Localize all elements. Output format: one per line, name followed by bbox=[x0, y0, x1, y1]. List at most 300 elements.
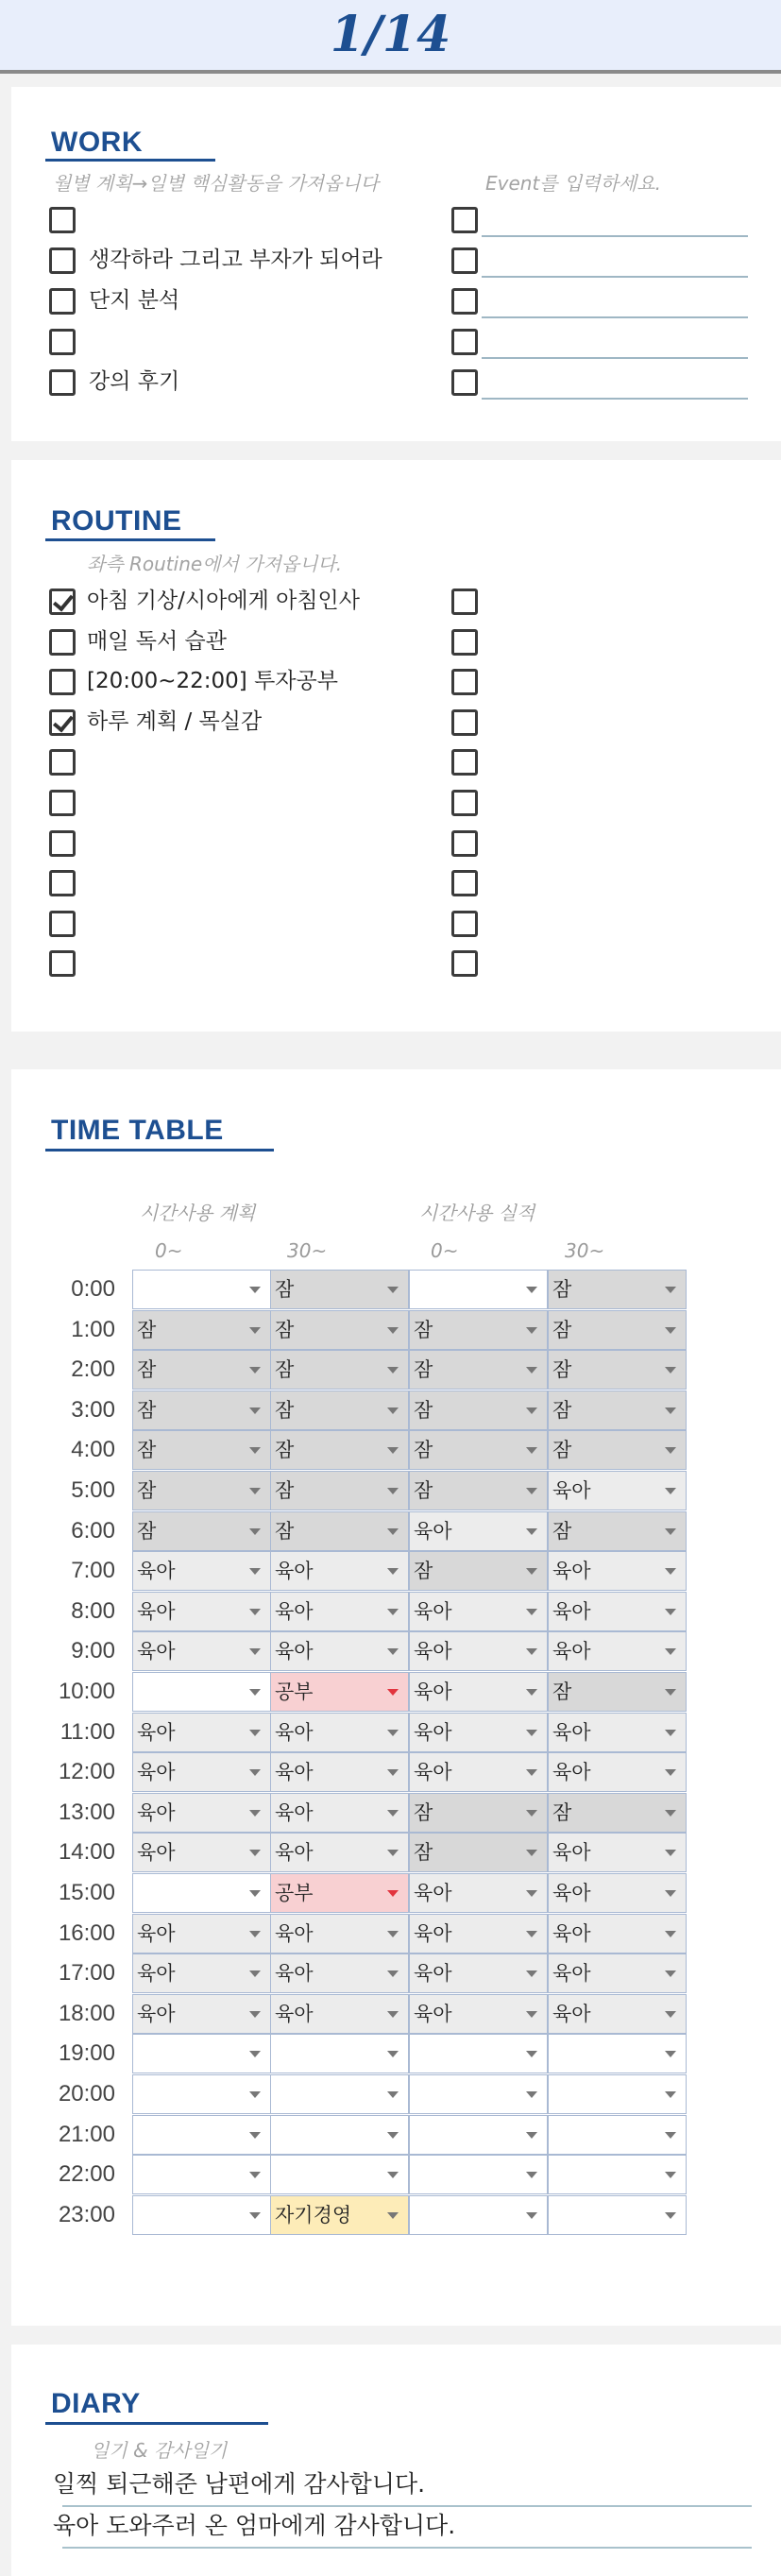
time-slot-select[interactable] bbox=[548, 1672, 687, 1712]
time-slot-select[interactable] bbox=[270, 1350, 409, 1390]
work-title: WORK bbox=[51, 127, 143, 158]
diary-section bbox=[11, 2345, 781, 2576]
time-slot-select[interactable] bbox=[409, 1390, 548, 1430]
time-slot-value: 육아 bbox=[137, 1640, 176, 1663]
time-slot-value: 잠 bbox=[552, 1800, 572, 1824]
time-slot-value: 잠 bbox=[414, 1439, 433, 1462]
time-slot-select[interactable] bbox=[270, 1511, 409, 1551]
routine-right-checkbox[interactable] bbox=[451, 629, 478, 656]
work-task-checkbox[interactable] bbox=[49, 247, 76, 274]
time-slot-value: 육아 bbox=[414, 1640, 452, 1663]
time-slot-value: 공부 bbox=[275, 1882, 314, 1904]
time-slot-select[interactable] bbox=[270, 1713, 409, 1752]
dropdown-arrow-icon bbox=[526, 1931, 537, 1937]
time-slot-value: 잠 bbox=[552, 1519, 572, 1543]
dropdown-arrow-icon bbox=[526, 1890, 537, 1897]
time-slot-select[interactable] bbox=[409, 1592, 548, 1631]
routine-checkbox[interactable] bbox=[49, 709, 76, 736]
time-slot-select[interactable] bbox=[270, 1793, 409, 1833]
dropdown-arrow-icon bbox=[249, 1730, 261, 1736]
dropdown-arrow-icon bbox=[526, 2172, 537, 2178]
time-slot-value: 육아 bbox=[275, 2002, 314, 2025]
time-slot-value: 육아 bbox=[137, 1962, 176, 1986]
dropdown-arrow-icon bbox=[665, 1810, 676, 1817]
time-slot-select[interactable] bbox=[409, 1873, 548, 1913]
time-slot-value: 육아 bbox=[275, 1800, 314, 1824]
dropdown-arrow-icon bbox=[526, 1327, 537, 1334]
dropdown-arrow-icon bbox=[665, 2051, 676, 2057]
dropdown-arrow-icon bbox=[387, 2051, 399, 2057]
dropdown-arrow-icon bbox=[249, 1850, 261, 1856]
work-task-checkbox[interactable] bbox=[49, 288, 76, 315]
dropdown-arrow-icon bbox=[249, 1488, 261, 1494]
time-slot-select[interactable] bbox=[548, 1592, 687, 1631]
routine-checkbox[interactable] bbox=[49, 749, 76, 776]
time-slot-select[interactable] bbox=[132, 1914, 271, 1953]
dropdown-arrow-icon bbox=[387, 1730, 399, 1736]
time-slot-value: 잠 bbox=[552, 1439, 572, 1462]
dropdown-arrow-icon bbox=[387, 1890, 399, 1897]
routine-right-checkbox[interactable] bbox=[451, 589, 478, 615]
work-task-checkbox[interactable] bbox=[49, 369, 76, 396]
routine-checkbox[interactable] bbox=[49, 830, 76, 857]
time-slot-select[interactable] bbox=[548, 1471, 687, 1510]
time-slot-value: 자기경영 bbox=[275, 2203, 352, 2226]
dropdown-arrow-icon bbox=[526, 2091, 537, 2098]
time-slot-select[interactable] bbox=[132, 1310, 271, 1350]
time-slot-select[interactable] bbox=[548, 1793, 687, 1833]
time-slot-value: 육아 bbox=[552, 1720, 591, 1744]
time-slot-select[interactable] bbox=[409, 1350, 548, 1390]
time-slot-select[interactable] bbox=[409, 1310, 548, 1350]
dropdown-arrow-icon bbox=[249, 1769, 261, 1776]
time-slot-select[interactable] bbox=[132, 1793, 271, 1833]
dropdown-arrow-icon bbox=[665, 1528, 676, 1535]
hour-label: 14:00 bbox=[58, 1839, 115, 1866]
dropdown-arrow-icon bbox=[249, 1931, 261, 1937]
routine-section bbox=[11, 460, 781, 1032]
time-slot-select[interactable] bbox=[409, 1631, 548, 1671]
dropdown-arrow-icon bbox=[387, 2212, 399, 2219]
time-slot-select[interactable] bbox=[270, 2195, 409, 2235]
time-slot-select[interactable] bbox=[548, 1390, 687, 1430]
time-slot-select[interactable] bbox=[132, 1672, 271, 1712]
time-slot-value: 육아 bbox=[275, 1761, 314, 1784]
diary-title: DIARY bbox=[51, 2388, 141, 2419]
routine-right-checkbox[interactable] bbox=[451, 950, 478, 977]
time-slot-select[interactable] bbox=[270, 1390, 409, 1430]
time-slot-select[interactable] bbox=[409, 1833, 548, 1872]
dropdown-arrow-icon bbox=[249, 2051, 261, 2057]
time-slot-select[interactable] bbox=[270, 2115, 409, 2155]
time-slot-value: 육아 bbox=[552, 1921, 591, 1945]
event-input-line[interactable] bbox=[482, 357, 748, 359]
time-slot-value: 육아 bbox=[414, 1599, 452, 1623]
time-slot-select[interactable] bbox=[548, 1833, 687, 1872]
dropdown-arrow-icon bbox=[665, 2011, 676, 2018]
time-slot-select[interactable] bbox=[409, 1953, 548, 1993]
time-slot-select[interactable] bbox=[132, 1631, 271, 1671]
time-slot-select[interactable] bbox=[548, 2115, 687, 2155]
time-slot-select[interactable] bbox=[409, 1752, 548, 1792]
time-slot-select[interactable] bbox=[270, 2034, 409, 2073]
routine-right-checkbox[interactable] bbox=[451, 749, 478, 776]
date-header bbox=[0, 0, 781, 74]
dropdown-arrow-icon bbox=[249, 2132, 261, 2139]
event-checkbox[interactable] bbox=[451, 207, 478, 233]
time-slot-select[interactable] bbox=[270, 1953, 409, 1993]
time-slot-select[interactable] bbox=[548, 1953, 687, 1993]
dropdown-arrow-icon bbox=[387, 2132, 399, 2139]
work-title-underline bbox=[45, 159, 215, 162]
time-slot-select[interactable] bbox=[270, 1310, 409, 1350]
routine-label: 매일 독서 습관 bbox=[87, 628, 227, 654]
time-slot-select[interactable] bbox=[548, 1511, 687, 1551]
time-slot-value: 육아 bbox=[552, 1962, 591, 1986]
dropdown-arrow-icon bbox=[249, 1890, 261, 1897]
time-slot-select[interactable] bbox=[132, 1833, 271, 1872]
dropdown-arrow-icon bbox=[387, 1970, 399, 1977]
dropdown-arrow-icon bbox=[665, 1327, 676, 1334]
routine-right-checkbox[interactable] bbox=[451, 669, 478, 695]
routine-right-checkbox[interactable] bbox=[451, 911, 478, 937]
dropdown-arrow-icon bbox=[387, 1447, 399, 1454]
dropdown-arrow-icon bbox=[387, 2011, 399, 2018]
time-slot-select[interactable] bbox=[270, 1914, 409, 1953]
time-slot-value: 육아 bbox=[414, 1882, 452, 1904]
work-left-hint: 월별 계획→일별 핵심활동을 가져옵니다 bbox=[53, 172, 379, 195]
routine-checkbox[interactable] bbox=[49, 790, 76, 816]
dropdown-arrow-icon bbox=[665, 1890, 676, 1897]
routine-label: [20:00~22:00] 투자공부 bbox=[87, 669, 338, 694]
diary-title-underline bbox=[45, 2422, 268, 2425]
time-slot-select[interactable] bbox=[132, 1551, 271, 1591]
actual-label: 시간사용 실적 bbox=[419, 1202, 535, 1224]
event-input-line[interactable] bbox=[482, 398, 748, 400]
time-slot-value: 잠 bbox=[137, 1519, 157, 1543]
hour-label: 3:00 bbox=[71, 1396, 115, 1423]
time-slot-value: 잠 bbox=[552, 1278, 572, 1301]
time-slot-value: 육아 bbox=[275, 1841, 314, 1865]
routine-checkbox[interactable] bbox=[49, 589, 76, 615]
time-slot-value: 잠 bbox=[137, 1479, 157, 1502]
time-slot-value: 육아 bbox=[137, 1560, 176, 1583]
time-slot-select[interactable] bbox=[409, 1672, 548, 1712]
dropdown-arrow-icon bbox=[249, 1407, 261, 1414]
timetable-title: TIME TABLE bbox=[51, 1115, 224, 1146]
time-slot-select[interactable] bbox=[548, 2074, 687, 2114]
time-slot-select[interactable] bbox=[409, 2115, 548, 2155]
hour-label: 10:00 bbox=[58, 1679, 115, 1704]
hour-label: 9:00 bbox=[71, 1638, 115, 1664]
hour-label: 8:00 bbox=[71, 1597, 115, 1624]
work-task-label: 생각하라 그리고 부자가 되어라 bbox=[89, 247, 382, 272]
time-slot-select[interactable] bbox=[409, 2195, 548, 2235]
time-slot-value: 잠 bbox=[414, 1841, 433, 1865]
time-slot-value: 잠 bbox=[414, 1479, 433, 1502]
routine-right-checkbox[interactable] bbox=[451, 790, 478, 816]
dropdown-arrow-icon bbox=[249, 2172, 261, 2178]
time-slot-select[interactable] bbox=[270, 1471, 409, 1510]
work-task-checkbox[interactable] bbox=[49, 329, 76, 355]
hour-label: 2:00 bbox=[71, 1356, 115, 1383]
time-slot-select[interactable] bbox=[548, 1551, 687, 1591]
dropdown-arrow-icon bbox=[665, 1447, 676, 1454]
diary-line-2[interactable]: 육아 도와주러 온 엄마에게 감사합니다. bbox=[53, 2512, 456, 2539]
time-slot-value: 육아 bbox=[552, 1640, 591, 1663]
time-slot-value: 육아 bbox=[137, 2002, 176, 2025]
dropdown-arrow-icon bbox=[249, 1327, 261, 1334]
time-slot-value: 육아 bbox=[552, 1479, 591, 1502]
dropdown-arrow-icon bbox=[665, 1407, 676, 1414]
timetable-section bbox=[11, 1069, 781, 2326]
event-input-line[interactable] bbox=[482, 235, 748, 237]
time-slot-select[interactable] bbox=[409, 1471, 548, 1510]
time-slot-value: 육아 bbox=[552, 1560, 591, 1583]
dropdown-arrow-icon bbox=[249, 1528, 261, 1535]
time-slot-value: 잠 bbox=[552, 1358, 572, 1382]
dropdown-arrow-icon bbox=[387, 1810, 399, 1817]
time-slot-select[interactable] bbox=[409, 1914, 548, 1953]
hour-label: 13:00 bbox=[58, 1799, 115, 1825]
time-slot-select[interactable] bbox=[132, 1873, 271, 1913]
time-slot-select[interactable] bbox=[548, 1914, 687, 1953]
time-slot-value: 잠 bbox=[552, 1318, 572, 1341]
time-slot-value: 잠 bbox=[414, 1318, 433, 1341]
dropdown-arrow-icon bbox=[387, 1568, 399, 1575]
time-slot-select[interactable] bbox=[132, 2195, 271, 2235]
dropdown-arrow-icon bbox=[387, 2172, 399, 2178]
time-slot-select[interactable] bbox=[132, 1953, 271, 1993]
dropdown-arrow-icon bbox=[249, 1689, 261, 1696]
work-task-label: 단지 분석 bbox=[89, 288, 180, 313]
dropdown-arrow-icon bbox=[665, 1970, 676, 1977]
dropdown-arrow-icon bbox=[249, 1287, 261, 1293]
time-slot-select[interactable] bbox=[132, 2155, 271, 2194]
time-slot-value: 육아 bbox=[414, 1921, 452, 1945]
time-slot-value: 잠 bbox=[414, 1560, 433, 1583]
time-slot-value: 잠 bbox=[137, 1318, 157, 1341]
time-slot-value: 잠 bbox=[275, 1519, 295, 1543]
time-slot-value: 육아 bbox=[552, 1841, 591, 1865]
event-checkbox[interactable] bbox=[451, 247, 478, 274]
time-slot-value: 육아 bbox=[414, 1720, 452, 1744]
time-slot-value: 육아 bbox=[137, 1599, 176, 1623]
time-slot-value: 잠 bbox=[552, 1398, 572, 1422]
time-slot-select[interactable] bbox=[409, 2034, 548, 2073]
hour-label: 4:00 bbox=[71, 1437, 115, 1463]
dropdown-arrow-icon bbox=[249, 2091, 261, 2098]
dropdown-arrow-icon bbox=[387, 1850, 399, 1856]
time-slot-select[interactable] bbox=[132, 1390, 271, 1430]
time-slot-select[interactable] bbox=[548, 1631, 687, 1671]
dropdown-arrow-icon bbox=[665, 2132, 676, 2139]
hour-label: 11:00 bbox=[59, 1718, 115, 1745]
time-slot-select[interactable] bbox=[409, 1793, 548, 1833]
time-slot-select[interactable] bbox=[409, 1270, 548, 1309]
time-slot-select[interactable] bbox=[132, 1713, 271, 1752]
dropdown-arrow-icon bbox=[665, 1609, 676, 1615]
routine-checkbox[interactable] bbox=[49, 629, 76, 656]
dropdown-arrow-icon bbox=[387, 1367, 399, 1373]
timetable-title-underline bbox=[45, 1149, 274, 1152]
time-slot-select[interactable] bbox=[270, 1631, 409, 1671]
time-slot-select[interactable] bbox=[548, 1752, 687, 1792]
routine-checkbox[interactable] bbox=[49, 950, 76, 977]
time-slot-select[interactable] bbox=[548, 2155, 687, 2194]
hour-label: 20:00 bbox=[58, 2081, 115, 2107]
routine-right-checkbox[interactable] bbox=[451, 709, 478, 736]
hour-label: 5:00 bbox=[71, 1477, 115, 1503]
time-slot-select[interactable] bbox=[409, 1511, 548, 1551]
hour-label: 18:00 bbox=[58, 2000, 115, 2026]
dropdown-arrow-icon bbox=[526, 1810, 537, 1817]
event-input-line[interactable] bbox=[482, 316, 748, 318]
hour-label: 21:00 bbox=[58, 2121, 115, 2147]
dropdown-arrow-icon bbox=[665, 1689, 676, 1696]
time-slot-select[interactable] bbox=[409, 2074, 548, 2114]
event-checkbox[interactable] bbox=[451, 288, 478, 315]
diary-line-1[interactable]: 일찍 퇴근해준 남편에게 감사합니다. bbox=[53, 2470, 426, 2498]
dropdown-arrow-icon bbox=[665, 1931, 676, 1937]
time-slot-select[interactable] bbox=[409, 1551, 548, 1591]
routine-right-checkbox[interactable] bbox=[451, 870, 478, 896]
time-slot-select[interactable] bbox=[270, 1873, 409, 1913]
time-slot-select[interactable] bbox=[132, 1471, 271, 1510]
time-slot-select[interactable] bbox=[270, 1752, 409, 1792]
work-task-checkbox[interactable] bbox=[49, 207, 76, 233]
time-slot-select[interactable] bbox=[409, 1430, 548, 1470]
time-slot-select[interactable] bbox=[270, 1592, 409, 1631]
routine-title-underline bbox=[45, 538, 215, 541]
dropdown-arrow-icon bbox=[387, 1287, 399, 1293]
hour-label: 23:00 bbox=[58, 2201, 115, 2227]
routine-title: ROUTINE bbox=[51, 505, 182, 537]
routine-checkbox[interactable] bbox=[49, 911, 76, 937]
routine-checkbox[interactable] bbox=[49, 870, 76, 896]
time-slot-value: 육아 bbox=[414, 1519, 452, 1543]
dropdown-arrow-icon bbox=[665, 1287, 676, 1293]
dropdown-arrow-icon bbox=[665, 1850, 676, 1856]
time-slot-select[interactable] bbox=[270, 2074, 409, 2114]
work-section bbox=[11, 87, 781, 441]
dropdown-arrow-icon bbox=[526, 2212, 537, 2219]
time-slot-select[interactable] bbox=[270, 1672, 409, 1712]
dropdown-arrow-icon bbox=[387, 1528, 399, 1535]
dropdown-arrow-icon bbox=[526, 1488, 537, 1494]
dropdown-arrow-icon bbox=[665, 1730, 676, 1736]
time-slot-value: 육아 bbox=[275, 1560, 314, 1583]
dropdown-arrow-icon bbox=[526, 2051, 537, 2057]
time-slot-select[interactable] bbox=[548, 2034, 687, 2073]
time-slot-select[interactable] bbox=[409, 2155, 548, 2194]
dropdown-arrow-icon bbox=[526, 1568, 537, 1575]
event-input-line[interactable] bbox=[482, 276, 748, 278]
time-slot-select[interactable] bbox=[270, 1551, 409, 1591]
dropdown-arrow-icon bbox=[526, 1407, 537, 1414]
time-slot-value: 잠 bbox=[275, 1318, 295, 1341]
dropdown-arrow-icon bbox=[526, 1970, 537, 1977]
hour-label: 22:00 bbox=[58, 2161, 115, 2188]
hour-label: 17:00 bbox=[58, 1960, 115, 1987]
time-slot-select[interactable] bbox=[548, 1994, 687, 2034]
time-slot-select[interactable] bbox=[548, 1713, 687, 1752]
routine-right-checkbox[interactable] bbox=[451, 830, 478, 857]
time-slot-select[interactable] bbox=[132, 1270, 271, 1309]
dropdown-arrow-icon bbox=[665, 2212, 676, 2219]
routine-label: 아침 기상/시아에게 아침인사 bbox=[87, 589, 360, 613]
time-slot-select[interactable] bbox=[132, 2074, 271, 2114]
time-slot-value: 육아 bbox=[552, 1761, 591, 1784]
dropdown-arrow-icon bbox=[249, 1609, 261, 1615]
dropdown-arrow-icon bbox=[665, 1648, 676, 1655]
time-slot-select[interactable] bbox=[132, 1994, 271, 2034]
diary-rule-1 bbox=[62, 2505, 752, 2507]
time-slot-value: 육아 bbox=[414, 1761, 452, 1784]
diary-rule-2 bbox=[62, 2547, 752, 2549]
diary-hint: 일기 & 감사일기 bbox=[91, 2439, 228, 2462]
routine-label: 하루 계획 / 목실감 bbox=[87, 708, 263, 734]
time-slot-select[interactable] bbox=[132, 2115, 271, 2155]
time-slot-value: 육아 bbox=[137, 1841, 176, 1865]
time-slot-select[interactable] bbox=[132, 1430, 271, 1470]
dropdown-arrow-icon bbox=[526, 1367, 537, 1373]
dropdown-arrow-icon bbox=[526, 1689, 537, 1696]
time-slot-select[interactable] bbox=[132, 1511, 271, 1551]
time-slot-value: 육아 bbox=[552, 2002, 591, 2025]
dropdown-arrow-icon bbox=[387, 1769, 399, 1776]
time-slot-select[interactable] bbox=[132, 1350, 271, 1390]
event-checkbox[interactable] bbox=[451, 369, 478, 396]
dropdown-arrow-icon bbox=[387, 1407, 399, 1414]
time-slot-select[interactable] bbox=[270, 1833, 409, 1872]
dropdown-arrow-icon bbox=[665, 2091, 676, 2098]
time-slot-select[interactable] bbox=[548, 2195, 687, 2235]
event-checkbox[interactable] bbox=[451, 329, 478, 355]
dropdown-arrow-icon bbox=[387, 1931, 399, 1937]
time-slot-value: 육아 bbox=[552, 1599, 591, 1623]
time-slot-value: 잠 bbox=[275, 1439, 295, 1462]
dropdown-arrow-icon bbox=[249, 1970, 261, 1977]
time-slot-select[interactable] bbox=[548, 1873, 687, 1913]
dropdown-arrow-icon bbox=[387, 1488, 399, 1494]
actual-sub-0: 0~ bbox=[431, 1239, 459, 1262]
routine-checkbox[interactable] bbox=[49, 669, 76, 695]
time-slot-value: 육아 bbox=[137, 1761, 176, 1784]
dropdown-arrow-icon bbox=[526, 2011, 537, 2018]
dropdown-arrow-icon bbox=[526, 1609, 537, 1615]
dropdown-arrow-icon bbox=[249, 2011, 261, 2018]
hour-label: 15:00 bbox=[58, 1880, 115, 1905]
time-slot-value: 잠 bbox=[137, 1358, 157, 1382]
time-slot-select[interactable] bbox=[409, 1994, 548, 2034]
plan-label: 시간사용 계획 bbox=[140, 1202, 256, 1224]
dropdown-arrow-icon bbox=[665, 2172, 676, 2178]
time-slot-select[interactable] bbox=[548, 1310, 687, 1350]
time-slot-select[interactable] bbox=[409, 1713, 548, 1752]
time-slot-select[interactable] bbox=[548, 1270, 687, 1309]
time-slot-select[interactable] bbox=[270, 1430, 409, 1470]
plan-sub-30: 30~ bbox=[287, 1239, 328, 1262]
time-slot-select[interactable] bbox=[270, 1270, 409, 1309]
time-slot-select[interactable] bbox=[270, 1994, 409, 2034]
time-slot-select[interactable] bbox=[132, 1592, 271, 1631]
time-slot-select[interactable] bbox=[270, 2155, 409, 2194]
time-slot-select[interactable] bbox=[132, 1752, 271, 1792]
time-slot-select[interactable] bbox=[548, 1430, 687, 1470]
time-slot-select[interactable] bbox=[548, 1350, 687, 1390]
time-slot-select[interactable] bbox=[132, 2034, 271, 2073]
